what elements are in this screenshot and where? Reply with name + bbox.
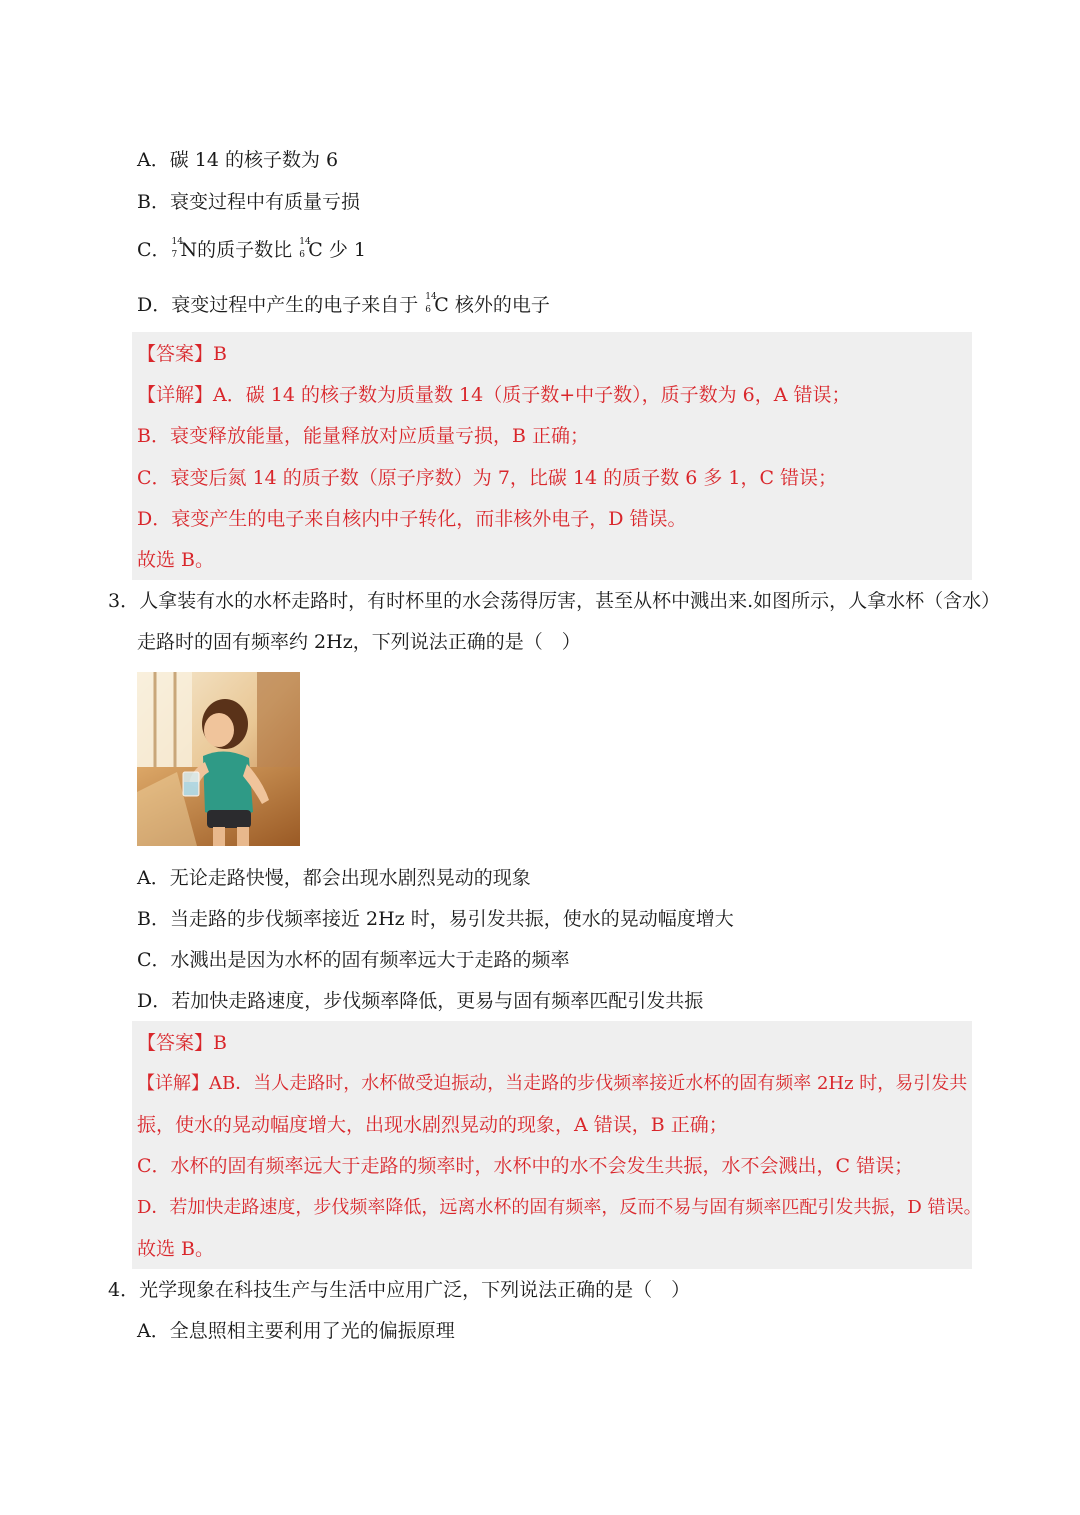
q3-option-b: B．当走路的步伐频率接近 2Hz 时，易引发共振，使水的晃动幅度增大 bbox=[137, 908, 734, 930]
q3-option-a: A．无论走路快慢，都会出现水剧烈晃动的现象 bbox=[137, 867, 531, 889]
question-text: 光学现象在科技生产与生活中应用广泛，下列说法正确的是（ ） bbox=[139, 1279, 691, 1301]
isotope-mass-number: 14 bbox=[425, 292, 437, 302]
q4-stem bbox=[108, 1278, 690, 1302]
child-with-water-glass-figure bbox=[137, 672, 300, 846]
detail-tag: 【详解】 bbox=[137, 384, 214, 406]
answer-tag: 【答案】 bbox=[137, 343, 214, 365]
q3-option-c: C．水溅出是因为水杯的固有频率远大于走路的频率 bbox=[137, 949, 570, 971]
q2-explanation-line-2: B．衰变释放能量，能量释放对应质量亏损，B 正确； bbox=[137, 425, 589, 447]
q2-answer-box bbox=[132, 332, 972, 580]
isotope-c14 bbox=[424, 292, 437, 317]
isotope-symbol: N bbox=[180, 239, 198, 261]
q2-option-d-prefix: D．衰变过程中产生的电子来自于 bbox=[137, 294, 419, 316]
answer-value: B bbox=[213, 343, 227, 365]
q2-conclusion: 故选 B。 bbox=[137, 549, 215, 571]
detail-tag: 【详解】 bbox=[137, 1073, 209, 1094]
isotope-atomic-number: 6 bbox=[299, 250, 305, 260]
q3-stem-line-2: 走路时的固有频率约 2Hz，下列说法正确的是（ ） bbox=[137, 631, 581, 653]
isotope-c14 bbox=[298, 237, 311, 262]
q2-option-d-suffix: 核外的电子 bbox=[454, 294, 550, 316]
isotope-symbol: C bbox=[434, 294, 449, 316]
answer-value: B bbox=[213, 1032, 227, 1054]
isotope-mass-number: 14 bbox=[171, 237, 183, 247]
answer-tag: 【答案】 bbox=[137, 1032, 214, 1054]
q2-option-a: A．碳 14 的核子数为 6 bbox=[137, 149, 339, 171]
q4-option-a: A．全息照相主要利用了光的偏振原理 bbox=[137, 1320, 455, 1342]
q2-option-c bbox=[137, 238, 366, 262]
question-number: 4． bbox=[108, 1279, 140, 1301]
q3-stem-line-1 bbox=[108, 589, 1000, 613]
q2-option-c-prefix: C． bbox=[137, 239, 171, 261]
q2-option-d bbox=[137, 293, 550, 317]
isotope-atomic-number: 6 bbox=[425, 305, 432, 315]
q3-explanation-line-2: 振，使水的晃动幅度增大，出现水剧烈晃动的现象，A 错误，B 正确； bbox=[137, 1114, 728, 1136]
q2-explanation-line-4: D．衰变产生的电子来自核内中子转化，而非核外电子，D 错误。 bbox=[137, 508, 687, 530]
q3-option-d: D．若加快走路速度，步伐频率降低，更易与固有频率匹配引发共振 bbox=[137, 990, 704, 1012]
question-number: 3． bbox=[108, 590, 140, 612]
explanation-text: AB．当人走路时，水杯做受迫振动，当走路的步伐频率接近水杯的固有频率 2Hz 时，易引发共 bbox=[209, 1073, 968, 1094]
q2-explanation-line-1 bbox=[137, 383, 851, 407]
question-text: 人拿装有水的水杯走路时，有时杯里的水会荡得厉害，甚至从杯中溅出来.如图所示，人拿水杯（含水） bbox=[139, 590, 1001, 612]
q3-explanation-line-3: C．水杯的固有频率远大于走路的频率时，水杯中的水不会发生共振，水不会溅出，C 错误； bbox=[137, 1155, 914, 1177]
q2-option-c-mid: 的质子数比 bbox=[197, 239, 293, 261]
q2-option-b: B．衰变过程中有质量亏损 bbox=[137, 191, 360, 213]
isotope-symbol: C bbox=[308, 239, 323, 261]
q3-explanation-line-4: D．若加快走路速度，步伐频率降低，远离水杯的固有频率，反而不易与固有频率匹配引发共振，D 错误。 bbox=[137, 1197, 982, 1218]
q2-explanation-line-3: C．衰变后氮 14 的质子数（原子序数）为 7，比碳 14 的质子数 6 多 1，C 错误； bbox=[137, 467, 838, 489]
isotope-atomic-number: 7 bbox=[171, 250, 178, 260]
q3-conclusion: 故选 B。 bbox=[137, 1238, 215, 1260]
q3-explanation-line-1 bbox=[137, 1072, 967, 1096]
explanation-text: A．碳 14 的核子数为质量数 14（质子数+中子数），质子数为 6，A 错误； bbox=[213, 384, 851, 406]
q2-option-c-suffix: 少 1 bbox=[328, 239, 366, 261]
isotope-n14 bbox=[171, 238, 181, 262]
q2-answer bbox=[137, 342, 227, 366]
q3-answer bbox=[137, 1031, 227, 1055]
isotope-mass-number: 14 bbox=[299, 237, 311, 247]
q3-answer-box bbox=[132, 1021, 972, 1269]
